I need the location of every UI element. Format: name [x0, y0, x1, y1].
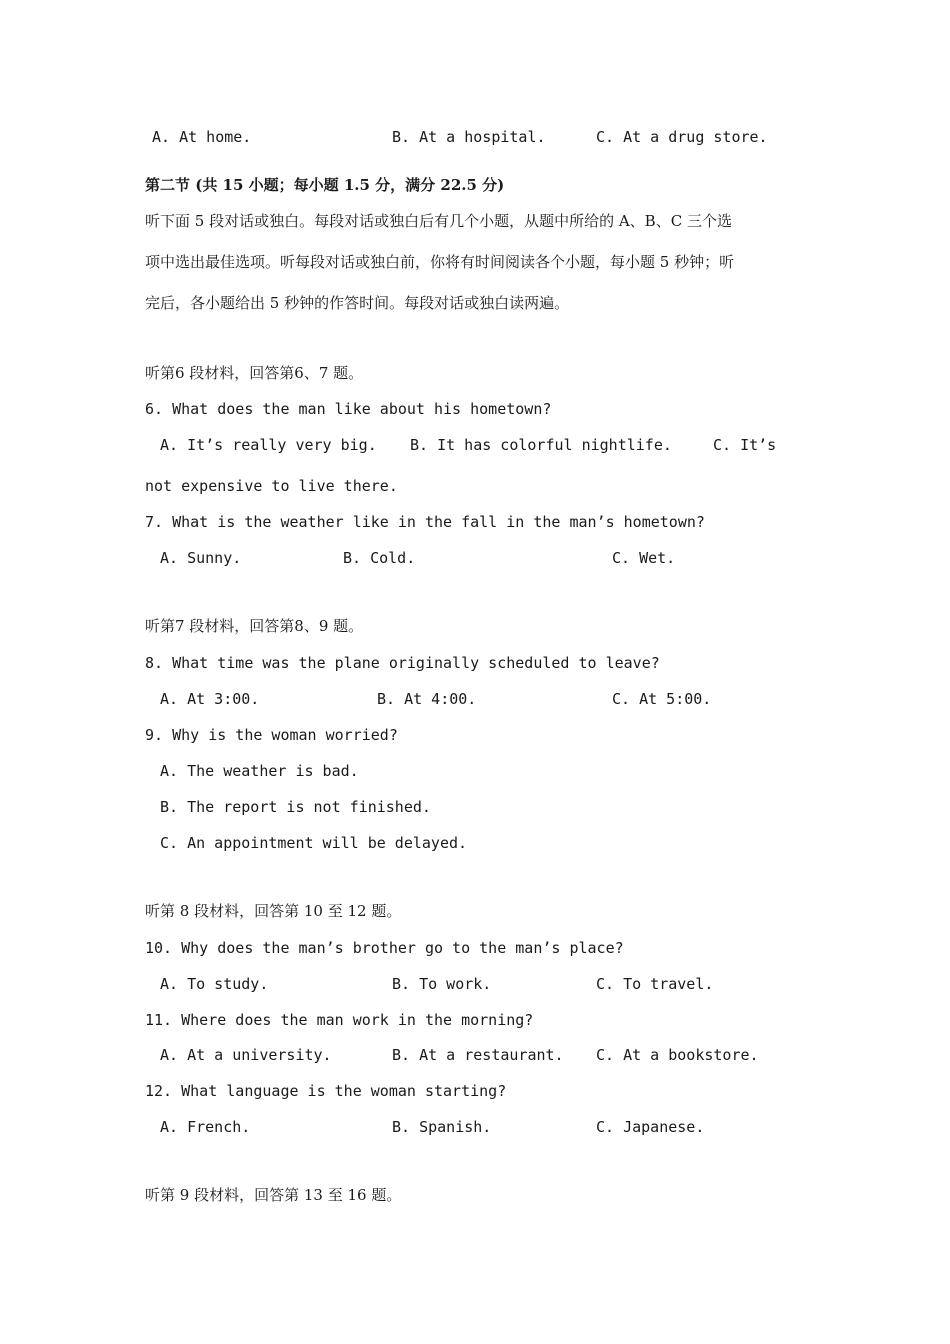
q10-option-c: C. To travel.	[596, 975, 714, 993]
q6-option-b: B. It has colorful nightlife.	[410, 436, 672, 454]
section2-instructions-line-2: 项中选出最佳选项。听每段对话或独白前，你将有时间阅读各个小题，每小题 5 秒钟；听	[145, 253, 735, 271]
q7-stem: 7. What is the weather like in the fall in the man’s hometown?	[145, 513, 705, 531]
q10-option-b: B. To work.	[392, 975, 492, 993]
q12-option-b: B. Spanish.	[392, 1118, 492, 1136]
q12-option-a: A. French.	[160, 1118, 251, 1136]
q9-option-a: A. The weather is bad.	[160, 762, 359, 780]
q9-option-c: C. An appointment will be delayed.	[160, 834, 468, 852]
q11-stem: 11. Where does the man work in the morning?	[145, 1011, 534, 1029]
q9-stem: 9. Why is the woman worried?	[145, 726, 398, 744]
q11-option-b: B. At a restaurant.	[392, 1046, 564, 1064]
q11-option-a: A. At a university.	[160, 1046, 332, 1064]
passage7-header: 听第7 段材料，回答第8、9 题。	[145, 617, 364, 635]
q8-option-c: C. At 5:00.	[612, 690, 712, 708]
q5-option-c: C. At a drug store.	[596, 128, 768, 146]
q6-option-c: C. It’s	[713, 436, 777, 454]
q12-option-c: C. Japanese.	[596, 1118, 705, 1136]
q8-option-b: B. At 4:00.	[377, 690, 477, 708]
passage8-header: 听第 8 段材料，回答第 10 至 12 题。	[145, 902, 402, 920]
q10-option-a: A. To study.	[160, 975, 269, 993]
section2-instructions-line-1: 听下面 5 段对话或独白。每段对话或独白后有几个小题，从题中所给的 A、B、C 三个选	[145, 212, 732, 230]
passage9-header: 听第 9 段材料，回答第 13 至 16 题。	[145, 1186, 402, 1204]
q6-stem: 6. What does the man like about his hometown?	[145, 400, 552, 418]
q7-option-c: C. Wet.	[612, 549, 676, 567]
q5-option-b: B. At a hospital.	[392, 128, 546, 146]
q10-stem: 10. Why does the man’s brother go to the man’s place?	[145, 939, 624, 957]
section2-title: 第二节 (共 15 小题；每小题 1.5 分，满分 22.5 分)	[145, 176, 505, 194]
q8-option-a: A. At 3:00.	[160, 690, 260, 708]
section2-instructions-line-3: 完后，各小题给出 5 秒钟的作答时间。每段对话或独白读两遍。	[145, 294, 570, 312]
q5-option-a: A. At home.	[152, 128, 252, 146]
q6-option-c-continued: not expensive to live there.	[145, 477, 398, 495]
q9-option-b: B. The report is not finished.	[160, 798, 431, 816]
q12-stem: 12. What language is the woman starting?	[145, 1082, 507, 1100]
q8-stem: 8. What time was the plane originally scheduled to leave?	[145, 654, 660, 672]
q11-option-c: C. At a bookstore.	[596, 1046, 759, 1064]
q6-option-a: A. It’s really very big.	[160, 436, 377, 454]
q7-option-b: B. Cold.	[343, 549, 416, 567]
passage6-header: 听第6 段材料，回答第6、7 题。	[145, 364, 364, 382]
q7-option-a: A. Sunny.	[160, 549, 242, 567]
